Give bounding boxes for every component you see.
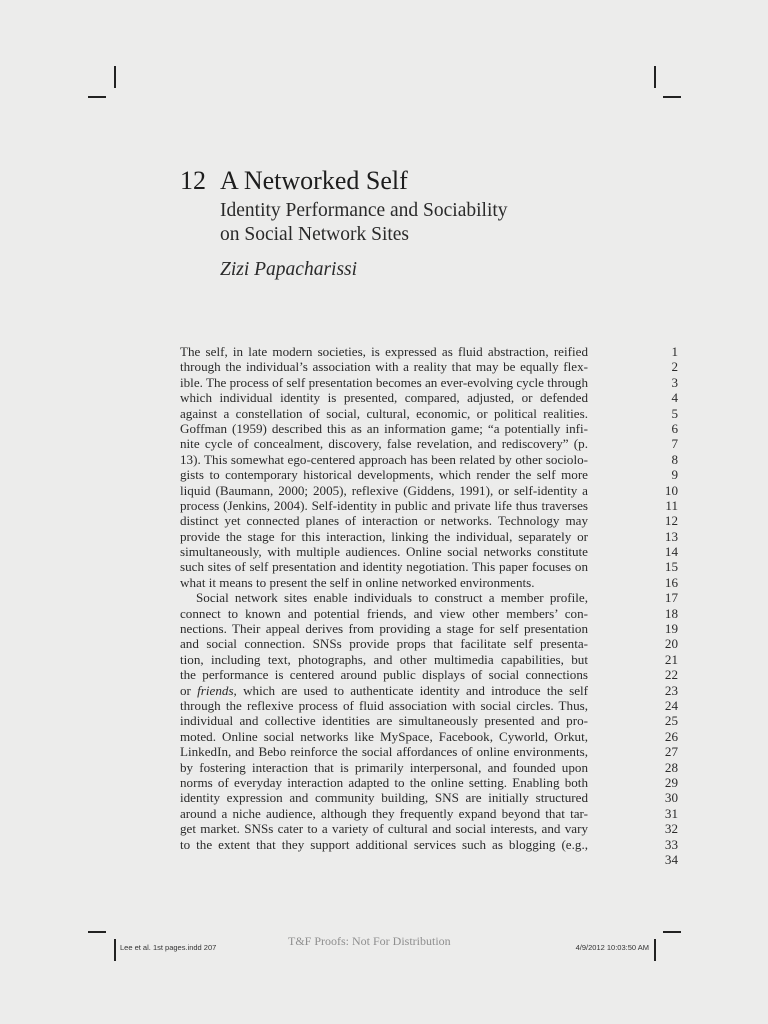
- line-number: 33: [664, 836, 678, 852]
- body-text: [180, 344, 588, 852]
- line-number: 6: [671, 420, 678, 436]
- chapter-title: [180, 166, 408, 196]
- text-line: the performance is centered around public displays of social connections: [180, 667, 588, 683]
- emphasized-term: friends,: [197, 682, 237, 698]
- text-line: which individual identity is presented, compared, adjusted, or defended: [180, 390, 588, 406]
- line-number: 20: [664, 636, 678, 652]
- line-number: 25: [664, 713, 678, 729]
- text-fragment: or: [180, 682, 198, 698]
- line-number: 5: [671, 405, 678, 421]
- text-line: and social connection. SNSs provide props that facilitate self presenta-: [180, 636, 588, 652]
- line-number: 12: [664, 513, 678, 529]
- text-line: moted. Online social networks like MySpace, Facebook, Cyworld, Orkut,: [180, 728, 588, 744]
- crop-mark-bottom-left-horizontal: [88, 931, 106, 933]
- text-line: by fostering interaction that is primarily interpersonal, and founded upon: [180, 759, 588, 775]
- line-number: 31: [664, 805, 678, 821]
- line-number: 30: [664, 790, 678, 806]
- crop-mark-bottom-right-horizontal: [663, 931, 681, 933]
- crop-mark-bottom-left-vertical: [114, 939, 116, 961]
- text-line: liquid (Baumann, 2000; 2005), reflexive (Giddens, 1991), or self-identity a: [180, 482, 588, 498]
- line-number: 26: [664, 728, 678, 744]
- subtitle-line: on Social Network Sites: [220, 224, 410, 245]
- text-line: LinkedIn, and Bebo reinforce the social affordances of online environments,: [180, 744, 588, 760]
- subtitle-line: Identity Performance and Sociability: [220, 200, 508, 221]
- text-line: nections. Their appeal derives from providing a stage for self presentation: [180, 621, 588, 637]
- line-number: 14: [664, 544, 678, 560]
- crop-mark-top-left-vertical: [114, 66, 116, 88]
- footer-proof-notice: T&F Proofs: Not For Distribution: [288, 934, 451, 948]
- text-line: around a niche audience, although they frequently expand beyond that tar-: [180, 805, 588, 821]
- line-number: 11: [665, 497, 678, 513]
- crop-mark-top-left-horizontal: [88, 96, 106, 98]
- text-line: norms of everyday interaction adapted to the online setting. Enabling both: [180, 774, 588, 790]
- line-number: 17: [664, 590, 678, 606]
- line-number: 34: [664, 851, 678, 867]
- line-number: 1: [671, 344, 678, 359]
- line-number: 2: [671, 359, 678, 375]
- line-number: 21: [664, 651, 678, 667]
- text-line: simultaneously, with multiple audiences. Online social networks constitute: [180, 544, 588, 560]
- text-line: Social network sites enable individuals to construct a member profile,: [196, 590, 588, 606]
- line-number: 28: [664, 759, 678, 775]
- line-number: 7: [671, 436, 678, 452]
- text-line: tion, including text, photographs, and other multimedia capabilities, but: [180, 651, 588, 667]
- text-line: ible. The process of self presentation becomes an ever-evolving cycle through: [180, 374, 588, 390]
- line-number: 4: [671, 390, 678, 406]
- line-number: 3: [671, 374, 678, 390]
- line-number: 19: [664, 621, 678, 637]
- line-number: 13: [664, 528, 678, 544]
- footer-timestamp: 4/9/2012 10:03:50 AM: [575, 943, 649, 952]
- line-number: 9: [671, 467, 678, 483]
- text-fragment: which are used to authenticate identity and introduce the self: [236, 682, 588, 698]
- text-line: what it means to present the self in online networked environments.: [180, 574, 535, 590]
- line-number: 22: [664, 667, 678, 683]
- line-number: 32: [664, 821, 678, 837]
- line-number: 23: [664, 682, 678, 698]
- text-line: The self, in late modern societies, is expressed as fluid abstraction, reified: [180, 344, 588, 359]
- text-line-with-emphasis: [180, 683, 588, 698]
- text-line: get market. SNSs cater to a variety of cultural and social interests, and vary: [180, 821, 588, 837]
- text-line: individual and collective identities are simultaneously presented and pro-: [180, 713, 588, 729]
- crop-mark-bottom-right-vertical: [654, 939, 656, 961]
- text-line: 13). This somewhat ego-centered approach has been related by other sociolo-: [180, 451, 588, 467]
- text-line: distinct yet connected planes of interaction or networks. Technology may: [180, 513, 588, 529]
- text-line: such sites of self presentation and identity negotiation. This paper focuses on: [180, 559, 588, 575]
- line-number: 18: [664, 605, 678, 621]
- author-name: Zizi Papacharissi: [220, 259, 358, 280]
- line-number: 24: [664, 697, 678, 713]
- chapter-title-text: A Networked Self: [220, 166, 408, 195]
- line-number: 10: [664, 482, 678, 498]
- text-line: against a constellation of social, cultural, economic, or political realities.: [180, 405, 588, 421]
- footer-file-info: Lee et al. 1st pages.indd 207: [120, 943, 217, 952]
- text-line: gists to contemporary historical developments, which render the self more: [180, 467, 588, 483]
- crop-mark-top-right-vertical: [654, 66, 656, 88]
- crop-mark-top-right-horizontal: [663, 96, 681, 98]
- text-line: to the extent that they support additional services such as blogging (e.g.,: [180, 836, 588, 852]
- text-line: through the individual’s association with a reality that may be equally flex-: [180, 359, 588, 375]
- line-number: 29: [664, 774, 678, 790]
- text-line: identity expression and community building, SNS are initially structured: [180, 790, 588, 806]
- line-number: 16: [664, 574, 678, 590]
- chapter-number: 12: [180, 166, 206, 195]
- line-number: 15: [664, 559, 678, 575]
- text-line: connect to known and potential friends, and view other members’ con-: [180, 605, 588, 621]
- text-line: nite cycle of concealment, discovery, false revelation, and rediscovery” (p.: [180, 436, 588, 452]
- text-line: through the reflexive process of fluid association with social circles. Thus,: [180, 697, 588, 713]
- text-line: process (Jenkins, 2004). Self-identity in public and private life thus traverses: [180, 497, 588, 513]
- line-numbers: [638, 344, 678, 867]
- line-number: 27: [664, 744, 678, 760]
- text-line: Goffman (1959) described this as an information game; “a potentially infi-: [180, 420, 588, 436]
- chapter-subtitle: [220, 199, 508, 247]
- line-number: 8: [671, 451, 678, 467]
- text-line: provide the stage for this interaction, linking the individual, separately or: [180, 528, 588, 544]
